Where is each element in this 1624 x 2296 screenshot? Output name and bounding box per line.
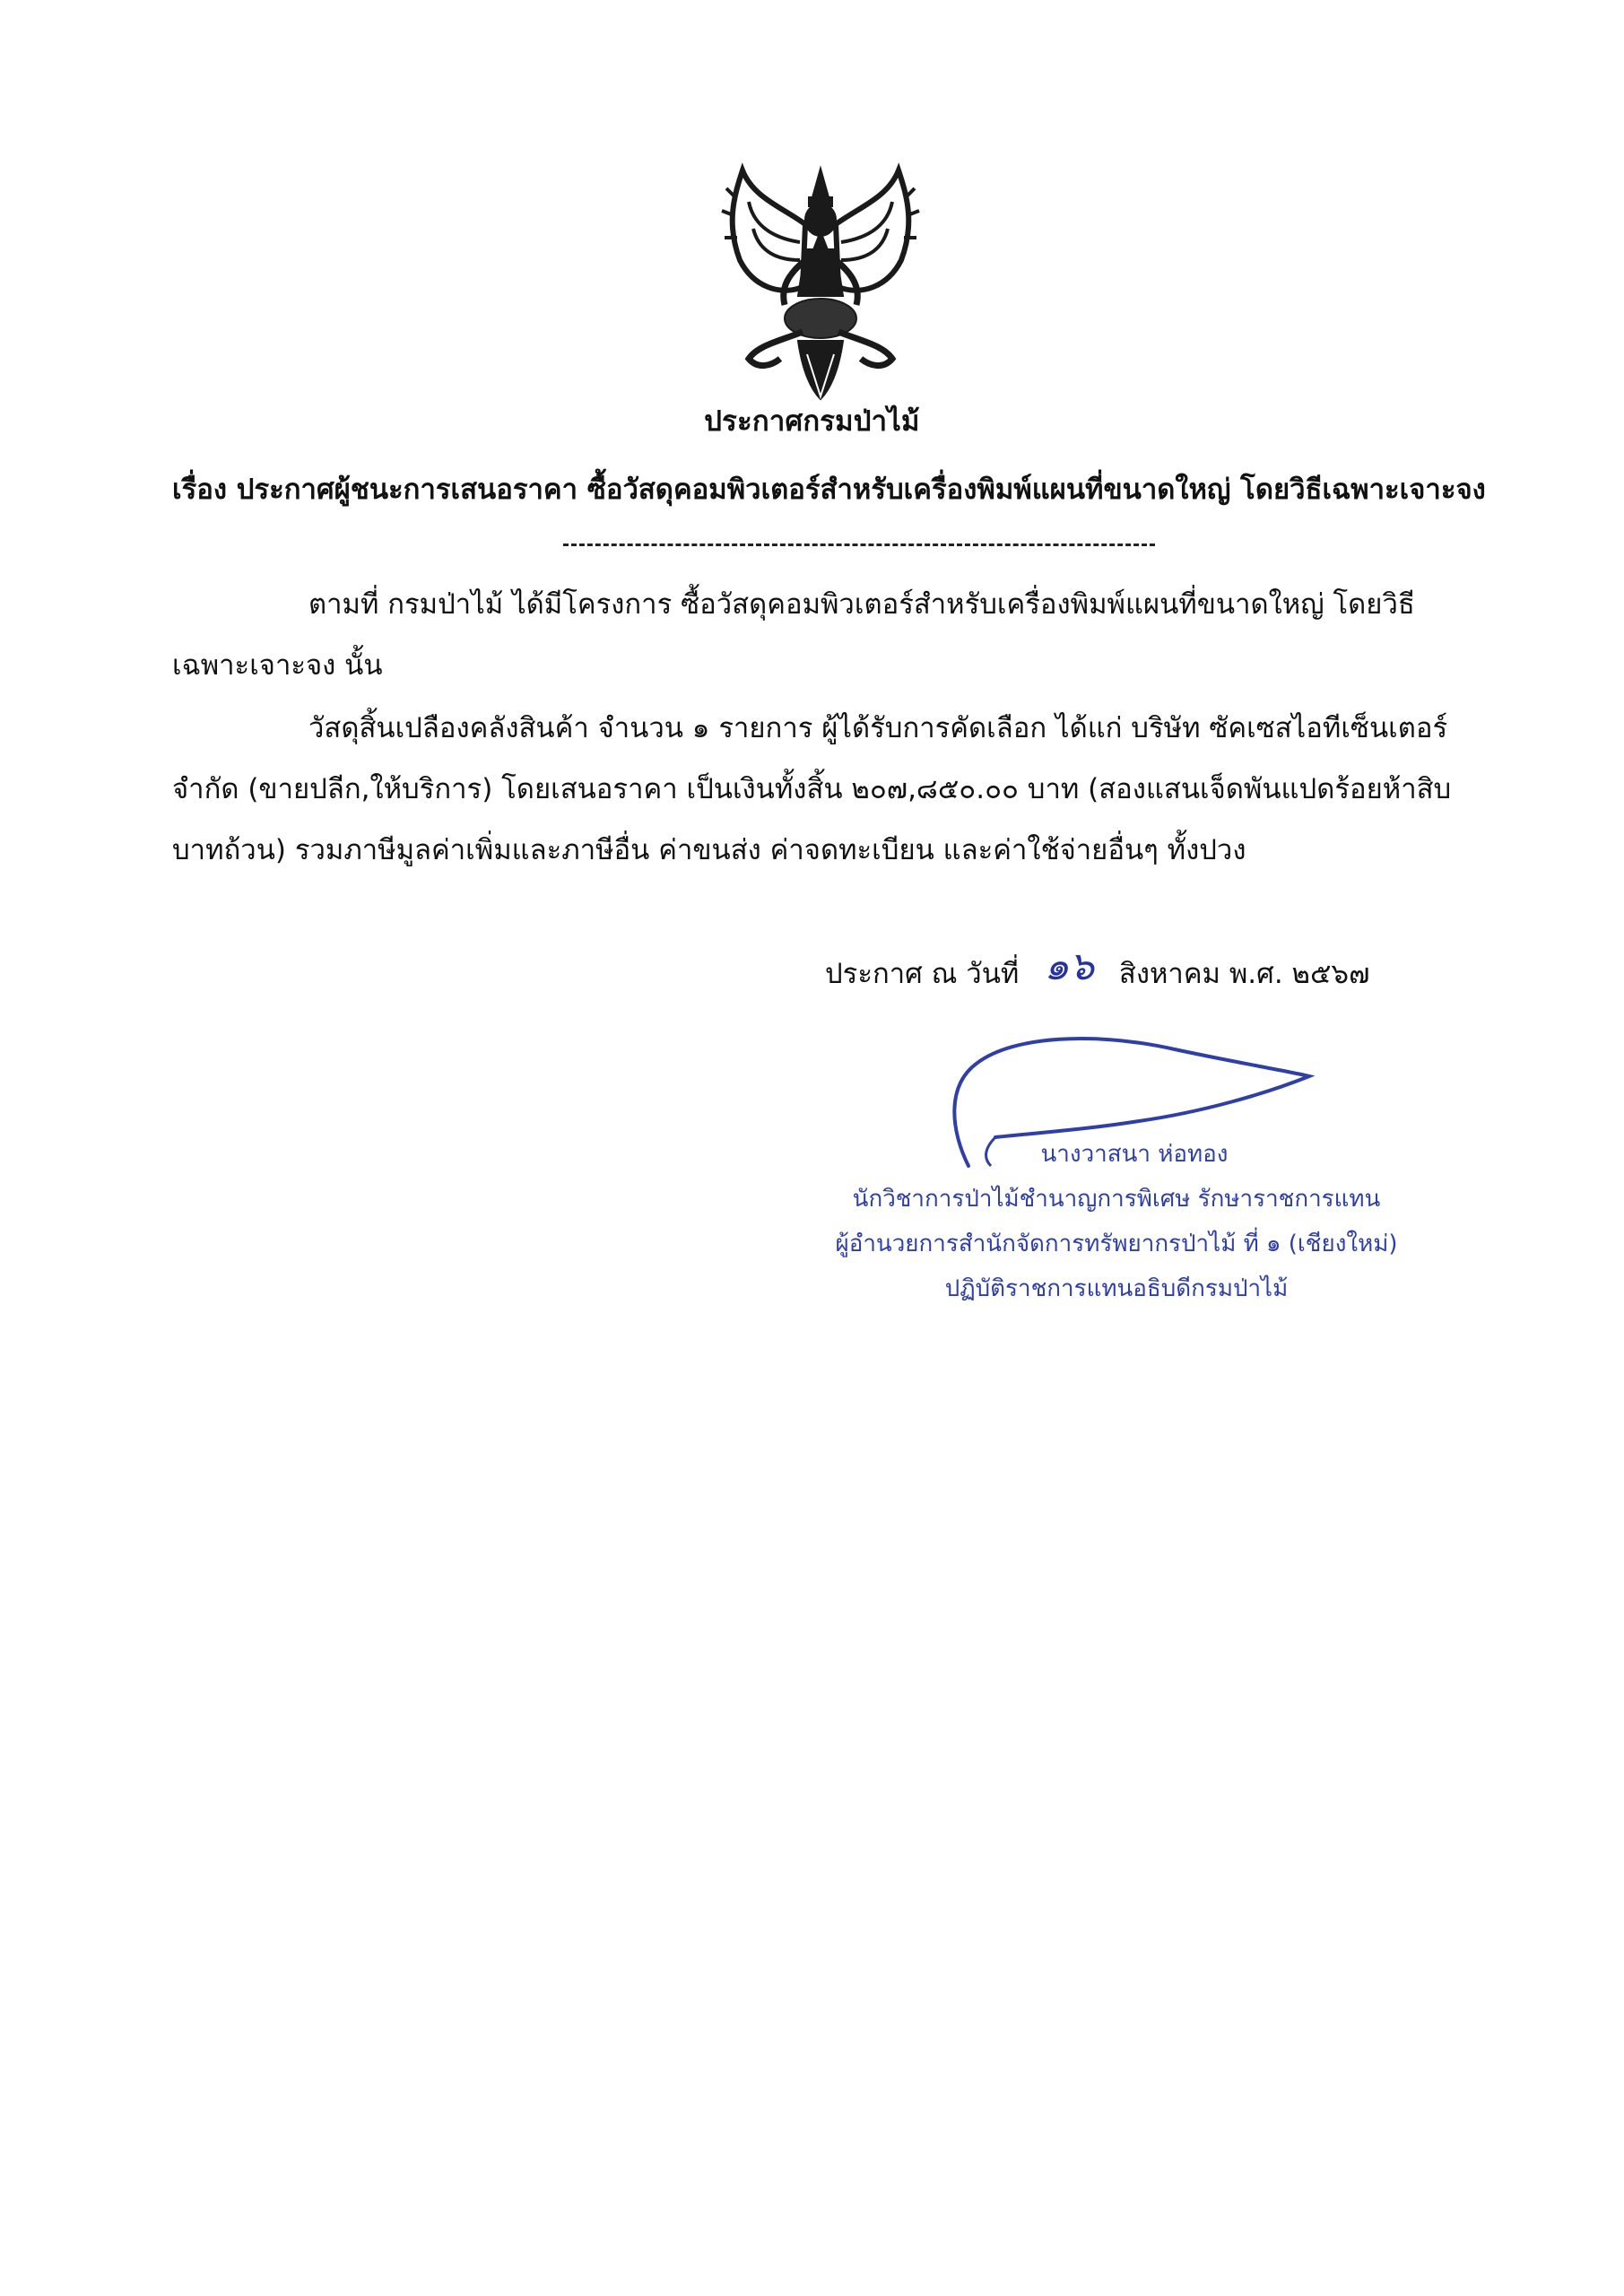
signatory-name: นางวาสนา ห่อทอง xyxy=(1040,1141,1229,1168)
signatory-position-1: นักวิชาการป่าไม้ชำนาญการพิเศษ รักษาราชการแทน xyxy=(852,1186,1381,1213)
signatory-position-3: ปฏิบัติราชการแทนอธิบดีกรมป่าไม้ xyxy=(944,1275,1289,1302)
divider xyxy=(563,544,1155,546)
body-paragraph-1: ตามที่ กรมป่าไม้ ได้มีโครงการ ซื้อวัสดุคอมพิวเตอร์สำหรับเครื่องพิมพ์แผนที่ขนาดใหญ่ โดยวิธีเฉพาะเจาะจง นั้น xyxy=(172,588,1415,682)
announcement-date xyxy=(825,938,1369,1001)
document-title: ประกาศกรมป่าไม้ xyxy=(704,405,920,438)
date-month-year: สิงหาคม พ.ศ. ๒๕๖๗ xyxy=(1118,958,1370,990)
date-prefix: ประกาศ ณ วันที่ xyxy=(825,958,1020,990)
garuda-emblem-icon xyxy=(717,161,924,404)
document-subject: เรื่อง ประกาศผู้ชนะการเสนอราคา ซื้อวัสดุคอมพิวเตอร์สำหรับเครื่องพิมพ์แผนที่ขนาดใหญ่ โดยวิธีเฉพาะเจาะจง xyxy=(172,474,1486,506)
signatory-block xyxy=(807,1132,1426,1311)
body-paragraph-2: วัสดุสิ้นเปลืองคลังสินค้า จำนวน ๑ รายการ ผู้ได้รับการคัดเลือก ได้แก่ บริษัท ซัคเซสไอทีเซ็นเตอร์ จำกัด (ขายปลีก,ให้บริการ) โดยเสนอราคา เป็นเงินทั้งสิ้น ๒๐๗,๘๕๐.๐๐ บาท (สองแสนเจ็ดพันแปดร้อยห้าสิบบาทถ้วน) รวมภาษีมูลค่าเพิ่มและภาษีอื่น ค่าขนส่ง ค่าจดทะเบียน และค่าใช้จ่ายอื่นๆ ทั้งปวง xyxy=(172,712,1452,866)
signatory-position-2: ผู้อำนวยการสำนักจัดการทรัพยากรป่าไม้ ที่ ๑ (เชียงใหม่) xyxy=(835,1231,1398,1257)
date-day-handwritten: ๑๖ xyxy=(1044,944,1095,989)
